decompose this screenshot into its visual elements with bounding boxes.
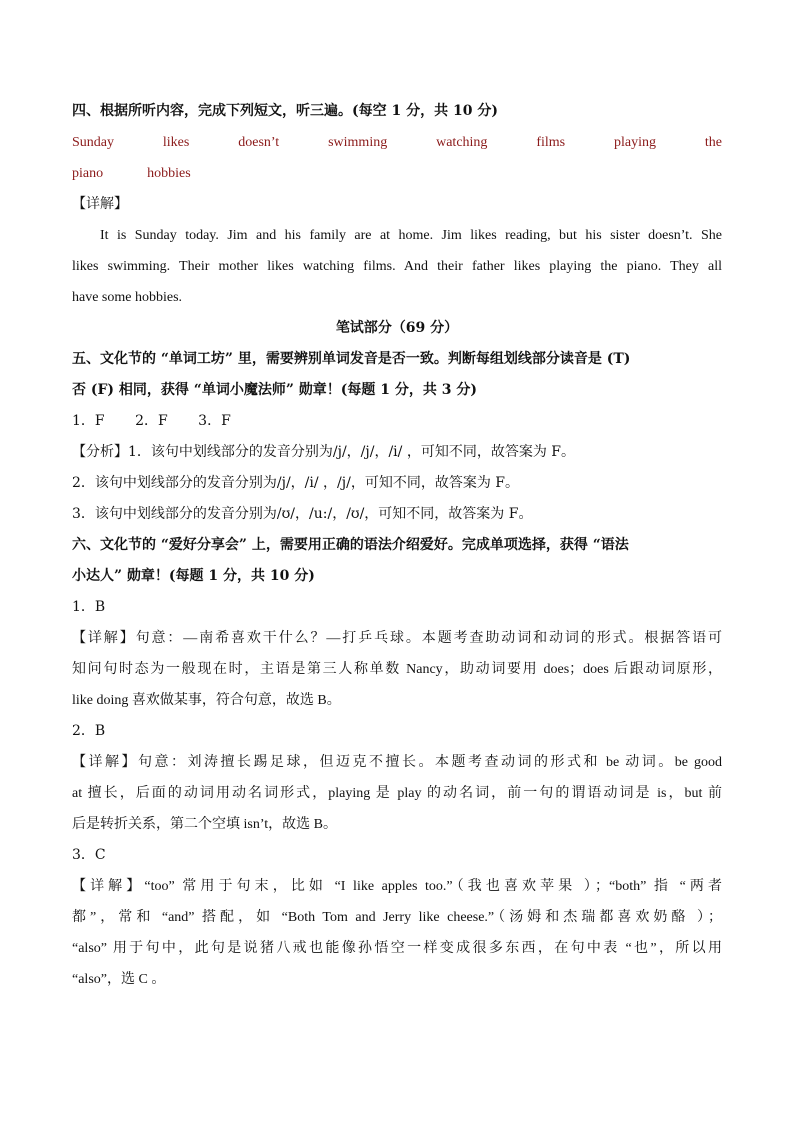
section5-answers (72, 406, 722, 437)
section4-answers-row2 (72, 158, 722, 189)
listening-passage-line: have some hobbies. (72, 290, 183, 305)
document-page (72, 96, 722, 995)
detail-line: “also” 用于句中，此句是说猪八戒也能像孙悟空一样变成很多东西，在句中表 “也”，所以用 (72, 941, 722, 956)
written-section-title: 笔试部分（69 分） (335, 320, 459, 336)
detail-line: “also”，选 C 。 (72, 972, 166, 987)
answer-word: Sunday (72, 135, 114, 150)
section5-heading-line: 否 (F) 相同，获得 “单词小魔法师” 勋章！(每题 1 分，共 3 分) (72, 382, 478, 398)
detail-line: like doing 喜欢做某事，符合句意，故选 B。 (72, 693, 341, 708)
answer-word: swimming (328, 135, 388, 150)
detail-line: 都”，常和 “and” 搭配，如 “Both Tom and Jerry like cheese.”（汤姆和杰瑞都喜欢奶酪 ）； (72, 910, 722, 925)
answer-word: doesn’t (238, 135, 280, 150)
section6-heading-line: 小达人” 勋章！(每题 1 分，共 10 分) (72, 568, 315, 584)
detail-line: 【详解】句意：—南希喜欢干什么？—打乒乓球。本题考查助动词和动词的形式。根据答语可 (72, 631, 722, 646)
answer-word: playing (614, 135, 656, 150)
section5-heading-line: 五、文化节的 “单词工坊” 里，需要辨别单词发音是否一致。判断每组划线部分读音是 (T) (72, 351, 631, 367)
detail-line: 【详解】句意：刘涛擅长踢足球，但迈克不擅长。本题考查动词的形式和 be 动词。be good (72, 755, 722, 770)
section4-answers-row1 (72, 127, 722, 158)
detail-line: at 擅长，后面的动词用动名词形式，playing 是 play 的动名词，前一句的谓语动词是 is，but 前 (72, 786, 722, 801)
section4-heading: 四、根据所听内容，完成下列短文，听三遍。(每空 1 分，共 10 分) (72, 103, 498, 119)
answer-word: watching (436, 135, 488, 150)
listening-passage-line: It is Sunday today. Jim and his family are at home. Jim likes reading, but his sister doesn’t. She (100, 228, 722, 243)
answer-word: likes (162, 135, 190, 150)
answer-word: the (704, 135, 722, 150)
section6-heading-line: 六、文化节的 “爱好分享会” 上，需要用正确的语法介绍爱好。完成单项选择，获得 “语法 (72, 537, 629, 553)
answer-item: 2．F (135, 413, 168, 429)
analysis-line: 【分析】1．该句中划线部分的发音分别为/j/，/j/，/i/ ，可知不同，故答案为 F。 (72, 444, 575, 460)
answer-word: hobbies (147, 166, 191, 181)
answer-item: 1．F (72, 413, 105, 429)
answer-word: films (536, 135, 566, 150)
question-answer: 2．B (72, 723, 106, 739)
question-answer: 3．C (72, 847, 106, 863)
detail-line: 【详解】“too” 常用于句末，比如 “I like apples too.”（我也喜欢苹果 ）；“both” 指 “两者 (72, 879, 722, 894)
analysis-line: 3．该句中划线部分的发音分别为/ʊ/，/u:/，/ʊ/，可知不同，故答案为 F。 (72, 506, 533, 522)
detail-line: 后是转折关系，第二个空填 isn’t，故选 B。 (72, 817, 337, 832)
listening-passage-line: likes swimming. Their mother likes watching films. And their father likes playing the piano. They all (72, 259, 722, 274)
answer-word: piano (72, 166, 104, 181)
question-answer: 1．B (72, 599, 106, 615)
analysis-line: 2．该句中划线部分的发音分别为/j/，/i/ ，/j/，可知不同，故答案为 F。 (72, 475, 519, 491)
answer-item: 3．F (198, 413, 231, 429)
detail-line: 知问句时态为一般现在时，主语是第三人称单数 Nancy，助动词要用 does；does 后跟动词原形， (72, 662, 722, 677)
detail-label: 【详解】 (72, 196, 128, 212)
